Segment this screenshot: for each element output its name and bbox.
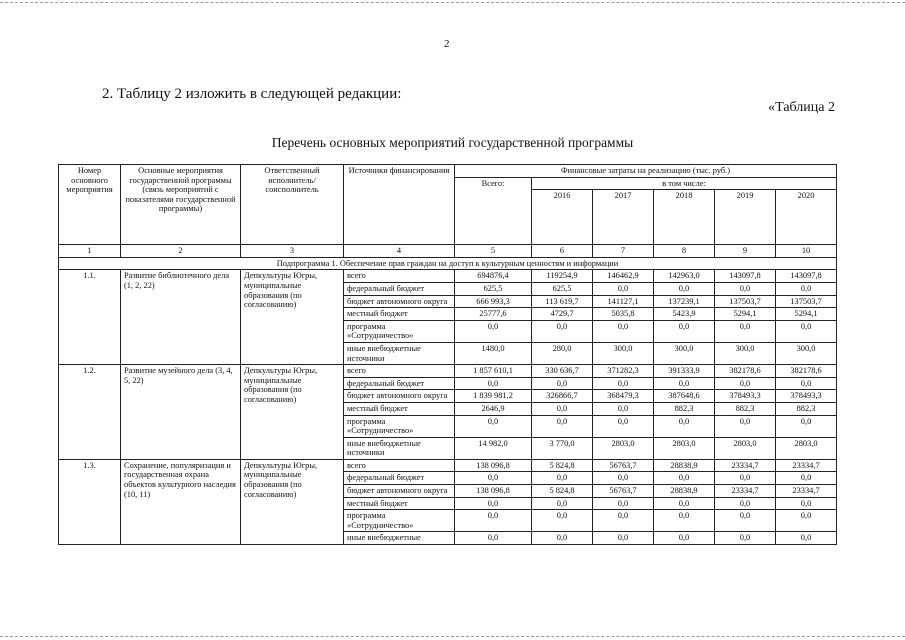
funding-source: программа «Сотрудничество» <box>344 320 455 342</box>
funding-total: 0,0 <box>455 497 532 510</box>
funding-total: 0,0 <box>455 510 532 532</box>
funding-year-value: 113 619,7 <box>532 295 593 308</box>
funding-source: федеральный бюджет <box>344 472 455 485</box>
funding-year-value: 0,0 <box>532 497 593 510</box>
funding-year-value: 143097,8 <box>715 270 776 283</box>
funding-year-value: 5423,9 <box>654 308 715 321</box>
funding-year-value: 882,3 <box>715 402 776 415</box>
funding-total: 14 982,0 <box>455 437 532 459</box>
funding-year-value: 23334,7 <box>776 485 837 498</box>
funding-year-value: 371282,3 <box>593 365 654 378</box>
funding-total: 0,0 <box>455 320 532 342</box>
funding-year-value: 0,0 <box>532 415 593 437</box>
funding-source: местный бюджет <box>344 308 455 321</box>
table-row <box>59 270 837 283</box>
funding-year-value: 0,0 <box>715 497 776 510</box>
header-num: Номер основного мероприятия <box>59 165 121 245</box>
funding-year-value: 141127,1 <box>593 295 654 308</box>
funding-year-value: 0,0 <box>532 377 593 390</box>
funding-year-value: 387648,6 <box>654 390 715 403</box>
event-number: 1.2. <box>59 365 121 460</box>
funding-source: местный бюджет <box>344 402 455 415</box>
funding-total: 625,5 <box>455 282 532 295</box>
funding-year-value: 0,0 <box>776 472 837 485</box>
funding-year-value: 5294,1 <box>776 308 837 321</box>
funding-source: бюджет автономного округа <box>344 390 455 403</box>
funding-source: всего <box>344 270 455 283</box>
funding-year-value: 368479,3 <box>593 390 654 403</box>
funding-year-value: 330 636,7 <box>532 365 593 378</box>
funding-year-value: 0,0 <box>654 377 715 390</box>
funding-year-value: 0,0 <box>776 415 837 437</box>
subprogram-title: Подпрограмма 1. Обеспечение прав граждан на доступ к культурным ценностям и информации <box>59 257 837 270</box>
funding-year-value: 0,0 <box>776 377 837 390</box>
funding-source: иные внебюджетные <box>344 532 455 545</box>
event-name: Развитие музейного дела (3, 4, 5, 22) <box>121 365 241 460</box>
scan-edge-top <box>0 2 905 3</box>
funding-year-value: 0,0 <box>532 532 593 545</box>
funding-year-value: 0,0 <box>654 472 715 485</box>
funding-year-value: 143097,8 <box>776 270 837 283</box>
funding-year-value: 300,0 <box>776 342 837 364</box>
event-number: 1.1. <box>59 270 121 365</box>
funding-year-value: 2803,0 <box>715 437 776 459</box>
funding-source: всего <box>344 459 455 472</box>
funding-year-value: 0,0 <box>532 320 593 342</box>
funding-year-value: 0,0 <box>776 320 837 342</box>
funding-year-value: 137503,7 <box>776 295 837 308</box>
funding-source: местный бюджет <box>344 497 455 510</box>
funding-year-value: 56763,7 <box>593 459 654 472</box>
funding-year-value: 0,0 <box>715 377 776 390</box>
funding-source: программа «Сотрудничество» <box>344 510 455 532</box>
amendment-heading: 2. Таблицу 2 изложить в следующей редакции: <box>102 86 402 102</box>
funding-year-value: 137239,1 <box>654 295 715 308</box>
column-number: 5 <box>455 245 532 258</box>
header-responsible: Ответственный исполнитель/соисполнитель <box>241 165 344 245</box>
funding-total: 2646,9 <box>455 402 532 415</box>
funding-year-value: 326866,7 <box>532 390 593 403</box>
funding-source: федеральный бюджет <box>344 282 455 295</box>
funding-year-value: 0,0 <box>776 532 837 545</box>
funding-year-value: 0,0 <box>715 510 776 532</box>
funding-total: 0,0 <box>455 472 532 485</box>
funding-year-value: 0,0 <box>593 510 654 532</box>
funding-year-value: 5 824,8 <box>532 485 593 498</box>
column-numbers-row <box>59 245 837 258</box>
funding-total: 138 096,8 <box>455 485 532 498</box>
funding-year-value: 0,0 <box>593 415 654 437</box>
header-year: 2016 <box>532 190 593 245</box>
funding-year-value: 23334,7 <box>715 485 776 498</box>
funding-year-value: 2803,0 <box>593 437 654 459</box>
funding-year-value: 300,0 <box>593 342 654 364</box>
funding-year-value: 0,0 <box>532 402 593 415</box>
funding-year-value: 280,0 <box>532 342 593 364</box>
funding-year-value: 4729,7 <box>532 308 593 321</box>
funding-source: бюджет автономного округа <box>344 295 455 308</box>
column-number: 7 <box>593 245 654 258</box>
header-year: 2017 <box>593 190 654 245</box>
funding-year-value: 0,0 <box>776 282 837 295</box>
funding-year-value: 0,0 <box>776 497 837 510</box>
funding-year-value: 382178,6 <box>776 365 837 378</box>
funding-total: 1 857 610,1 <box>455 365 532 378</box>
funding-year-value: 0,0 <box>654 320 715 342</box>
funding-year-value: 2803,0 <box>654 437 715 459</box>
funding-total: 666 993,3 <box>455 295 532 308</box>
header-row-1 <box>59 165 837 178</box>
funding-total: 0,0 <box>455 415 532 437</box>
funding-year-value: 0,0 <box>593 532 654 545</box>
funding-total: 0,0 <box>455 377 532 390</box>
funding-year-value: 0,0 <box>593 282 654 295</box>
funding-year-value: 0,0 <box>654 532 715 545</box>
funding-total: 138 096,8 <box>455 459 532 472</box>
column-number: 9 <box>715 245 776 258</box>
funding-year-value: 28838,9 <box>654 459 715 472</box>
funding-year-value: 0,0 <box>532 472 593 485</box>
funding-source: иные внебюджетные источники <box>344 437 455 459</box>
header-finance: Финансовые затраты на реализацию (тыс. руб.) <box>455 165 837 178</box>
funding-year-value: 23334,7 <box>776 459 837 472</box>
funding-year-value: 0,0 <box>776 510 837 532</box>
event-responsible: Депкультуры Югры, муниципальные образования (по согласованию) <box>241 270 344 365</box>
table-row <box>59 365 837 378</box>
funding-year-value: 142963,0 <box>654 270 715 283</box>
funding-total: 0,0 <box>455 532 532 545</box>
funding-year-value: 0,0 <box>532 510 593 532</box>
funding-year-value: 0,0 <box>654 282 715 295</box>
funding-year-value: 300,0 <box>654 342 715 364</box>
header-year: 2018 <box>654 190 715 245</box>
funding-year-value: 0,0 <box>654 497 715 510</box>
header-year: 2019 <box>715 190 776 245</box>
funding-year-value: 378493,3 <box>715 390 776 403</box>
event-name: Сохранение, популяризация и государственная охрана объектов культурного наследия (10, 11) <box>121 459 241 544</box>
funding-year-value: 23334,7 <box>715 459 776 472</box>
column-number: 1 <box>59 245 121 258</box>
funding-source: федеральный бюджет <box>344 377 455 390</box>
header-source: Источники финансирования <box>344 165 455 245</box>
column-number: 4 <box>344 245 455 258</box>
event-number: 1.3. <box>59 459 121 544</box>
program-events-table <box>58 164 837 545</box>
table-row <box>59 459 837 472</box>
funding-year-value: 0,0 <box>654 510 715 532</box>
column-number: 10 <box>776 245 837 258</box>
column-number: 3 <box>241 245 344 258</box>
header-including: в том числе: <box>532 177 837 190</box>
scan-edge-bottom <box>0 636 905 637</box>
event-responsible: Депкультуры Югры, муниципальные образования (по согласованию) <box>241 459 344 544</box>
funding-year-value: 300,0 <box>715 342 776 364</box>
table-title: Перечень основных мероприятий государственной программы <box>271 135 634 150</box>
funding-year-value: 5035,8 <box>593 308 654 321</box>
funding-year-value: 625,5 <box>532 282 593 295</box>
funding-year-value: 0,0 <box>593 402 654 415</box>
funding-year-value: 882,3 <box>776 402 837 415</box>
funding-total: 1 839 981,2 <box>455 390 532 403</box>
event-responsible: Депкультуры Югры, муниципальные образования (по согласованию) <box>241 365 344 460</box>
funding-year-value: 0,0 <box>715 472 776 485</box>
funding-year-value: 0,0 <box>593 377 654 390</box>
page-number: 2 <box>444 38 450 50</box>
funding-year-value: 28838,9 <box>654 485 715 498</box>
funding-year-value: 0,0 <box>715 320 776 342</box>
funding-year-value: 137503,7 <box>715 295 776 308</box>
funding-year-value: 0,0 <box>593 472 654 485</box>
funding-year-value: 0,0 <box>593 497 654 510</box>
event-name: Развитие библиотечного дела (1, 2, 22) <box>121 270 241 365</box>
funding-year-value: 882,3 <box>654 402 715 415</box>
funding-year-value: 0,0 <box>715 282 776 295</box>
funding-total: 25777,6 <box>455 308 532 321</box>
funding-year-value: 391333,9 <box>654 365 715 378</box>
header-event: Основные мероприятия государственной программы (связь мероприятий с показателями государственной программы) <box>121 165 241 245</box>
funding-total: 1480,0 <box>455 342 532 364</box>
funding-year-value: 2803,0 <box>776 437 837 459</box>
funding-source: иные внебюджетные источники <box>344 342 455 364</box>
funding-year-value: 0,0 <box>715 532 776 545</box>
funding-year-value: 0,0 <box>593 320 654 342</box>
column-number: 8 <box>654 245 715 258</box>
funding-year-value: 119254,9 <box>532 270 593 283</box>
header-year: 2020 <box>776 190 837 245</box>
table-label: «Таблица 2 <box>768 100 835 115</box>
funding-year-value: 0,0 <box>654 415 715 437</box>
funding-year-value: 5294,1 <box>715 308 776 321</box>
funding-year-value: 378493,3 <box>776 390 837 403</box>
funding-source: программа «Сотрудничество» <box>344 415 455 437</box>
funding-year-value: 56763,7 <box>593 485 654 498</box>
subprogram-row <box>59 257 837 270</box>
funding-source: всего <box>344 365 455 378</box>
header-total: Всего: <box>455 177 532 245</box>
funding-year-value: 0,0 <box>715 415 776 437</box>
funding-source: бюджет автономного округа <box>344 485 455 498</box>
column-number: 6 <box>532 245 593 258</box>
funding-year-value: 3 770,0 <box>532 437 593 459</box>
funding-year-value: 5 824,8 <box>532 459 593 472</box>
funding-total: 694876,4 <box>455 270 532 283</box>
funding-year-value: 382178,6 <box>715 365 776 378</box>
column-number: 2 <box>121 245 241 258</box>
funding-year-value: 146462,9 <box>593 270 654 283</box>
